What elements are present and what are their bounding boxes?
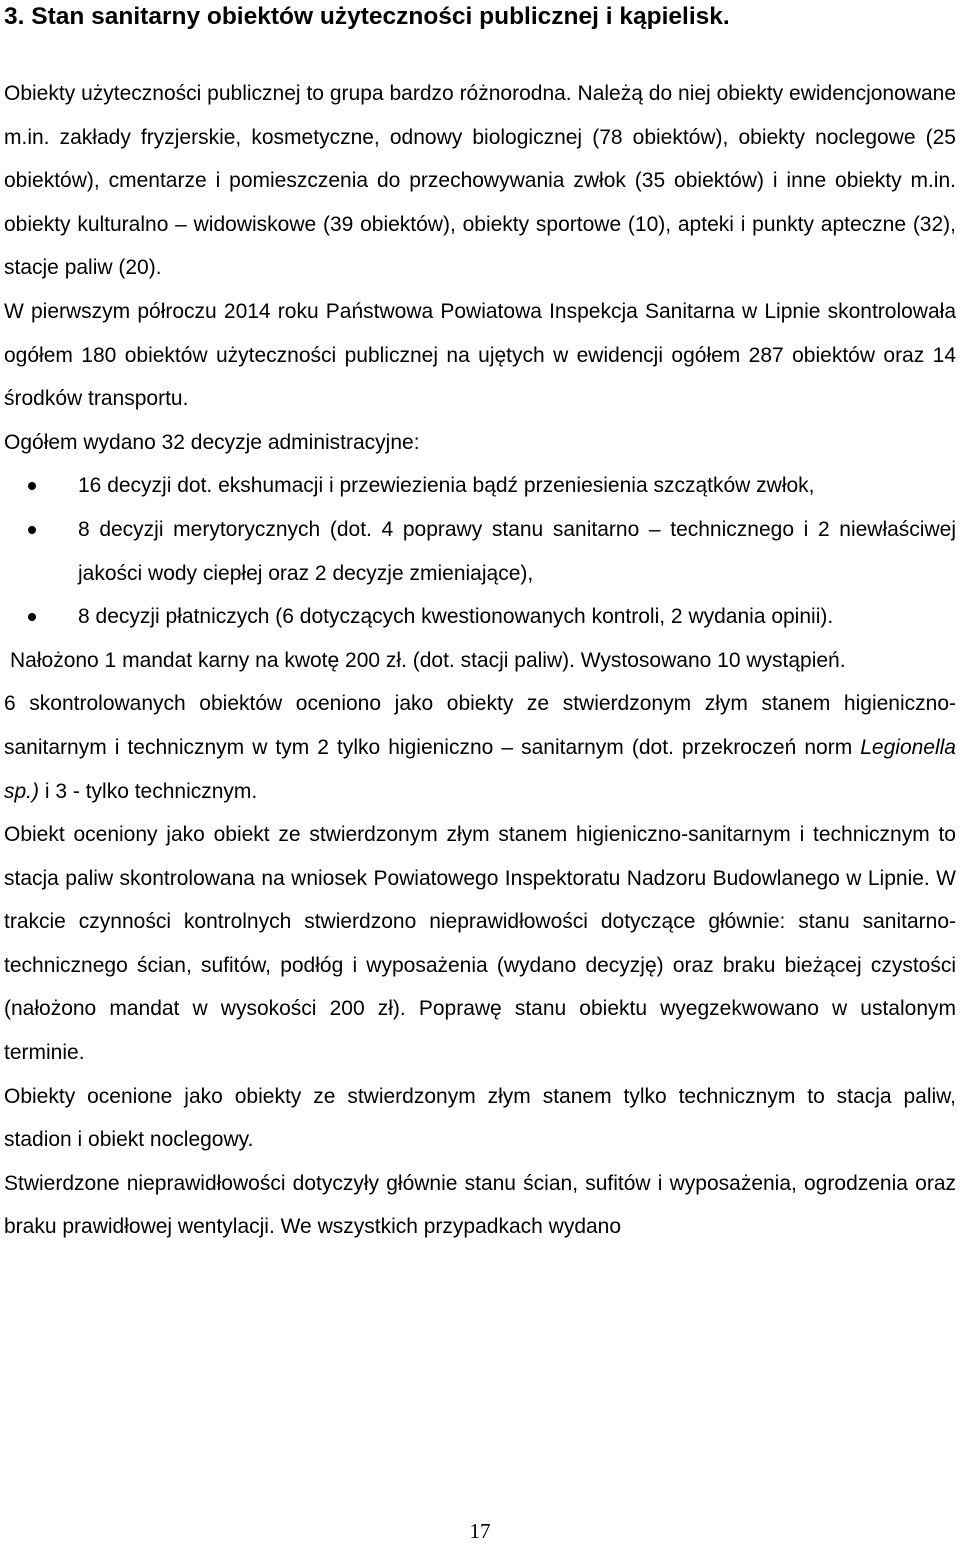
paragraph-irregularities: Stwierdzone nieprawidłowości dotyczyły głównie stanu ścian, sufitów i wyposażenia, ogrodzenia oraz braku prawidłowej wentylacji. We wszystkich przypadkach wydano (4, 1171, 956, 1239)
paragraph-poor-condition (4, 682, 956, 813)
list-item (4, 464, 956, 508)
page-number: 17 (469, 1519, 491, 1543)
paragraph-technical-only: Obiekty ocenione jako obiekty ze stwierdzonym złym stanem tylko technicznym to stacja paliw, stadion i obiekt noclegowy. (4, 1084, 956, 1152)
poor-condition-text-end: i 3 - tylko technicznym. (39, 779, 258, 803)
list-item (4, 508, 956, 595)
paragraph-inspection-summary: W pierwszym półroczu 2014 roku Państwowa Powiatowa Inspekcja Sanitarna w Lipnie skontrolowała ogółem 180 obiektów użyteczności publicznej na ujętych w ewidencji ogółem 287 obiektów oraz 14 środków transportu. (4, 299, 956, 411)
list-item-text: 8 decyzji merytorycznych (dot. 4 poprawy stanu sanitarno – technicznego i 2 niewłaściwej jakości wody ciepłej oraz 2 decyzje zmieniające), (78, 517, 956, 585)
list-item-text: 8 decyzji płatniczych (6 dotyczących kwestionowanych kontroli, 2 wydania opinii). (78, 605, 834, 629)
paragraph-decisions-intro: Ogółem wydano 32 decyzje administracyjne: (4, 430, 420, 454)
bullet-icon (28, 526, 36, 534)
list-item-text: 16 decyzji dot. ekshumacji i przewiezienia bądź przeniesienia szczątków zwłok, (78, 474, 815, 498)
paragraph-fuel-station: Obiekt oceniony jako obiekt ze stwierdzonym złym stanem higieniczno-sanitarnym i technicznym to stacja paliw skontrolowana na wniosek Powiatowego Inspektoratu Nadzoru Budowlanego w Lipnie. W trakcie czynności kontrolnych stwierdzono nieprawidłowości dotyczące głównie: stanu sanitarno-technicznego ścian, sufitów, podłóg i wyposażenia (wydano decyzję) oraz braku bieżącej czystości (nałożono mandat w wysokości 200 zł). Poprawę stanu obiektu wyegzekwowano w ustalonym terminie. (4, 823, 956, 1065)
section-heading: 3. Stan sanitarny obiektów użyteczności publicznej i kąpielisk. (4, 3, 730, 30)
paragraph-intro: Obiekty użyteczności publicznej to grupa bardzo różnorodna. Należą do niej obiekty ewidencjonowane m.in. zakłady fryzjerskie, kosmetyczne, odnowy biologicznej (78 obiektów), obiekty noclegowe (25 obiektów), cmentarze i pomieszczenia do przechowywania zwłok (35 obiektów) i inne obiekty m.in. obiekty kulturalno – widowiskowe (39 obiektów), obiekty sportowe (10), apteki i punkty apteczne (32), stacje paliw (20). (4, 82, 956, 280)
list-item (4, 595, 956, 639)
decisions-list (4, 464, 956, 638)
bullet-icon (28, 482, 36, 490)
paragraph-fines: Nałożono 1 mandat karny na kwotę 200 zł. (dot. stacji paliw). Wystosowano 10 wystąpień. (10, 648, 846, 672)
document-body (4, 72, 956, 1249)
poor-condition-text-start: 6 skontrolowanych obiektów oceniono jako obiekty ze stwierdzonym złym stanem higieniczno-sanitarnym i technicznym w tym 2 tylko higieniczno – sanitarnym (dot. przekroczeń norm (4, 692, 956, 759)
bullet-icon (28, 613, 36, 621)
legionella-term: Legionella sp.) (4, 735, 956, 803)
